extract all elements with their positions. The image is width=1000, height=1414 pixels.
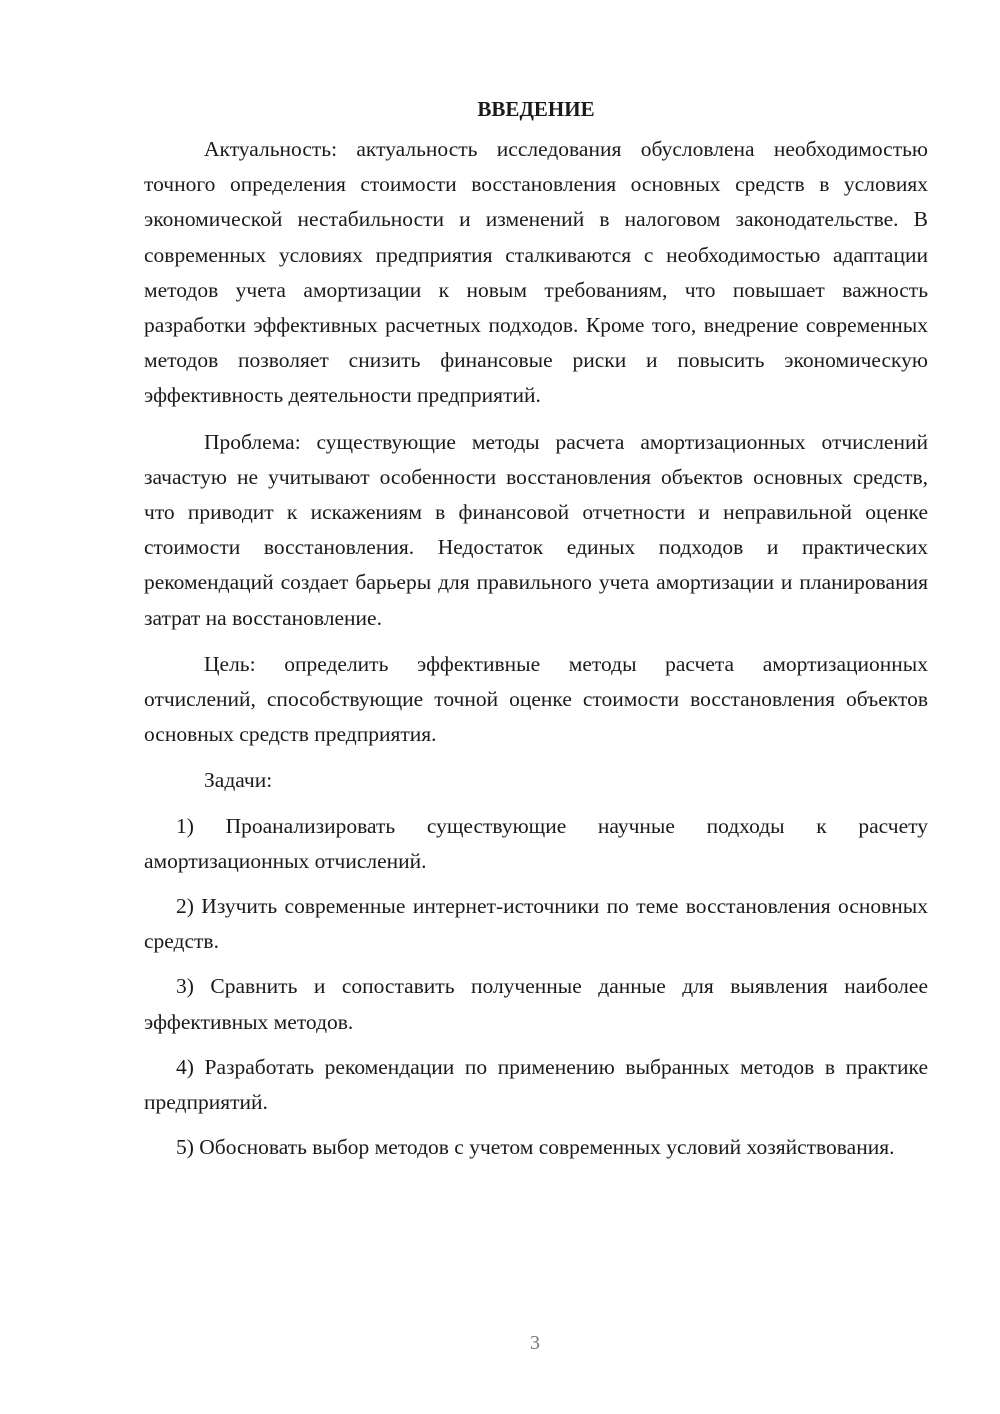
relevance-paragraph: Актуальность: актуальность исследования обусловлена необходимостью точного определения стоимости восстановления основных средств в условиях экономической нестабильности и изменений в налоговом законодательстве. В современных условиях предприятия сталкиваются с необходимостью адаптации методов учета амортизации к новым требованиям, что повышает важность разработки эффективных расчетных подходов. Кроме того, внедрение современных методов позволяет снизить финансовые риски и повысить экономическую эффективность деятельности предприятий. [144,137,928,408]
goal-paragraph: Цель: определить эффективные методы расчета амортизационных отчислений, способствующие точной оценке стоимости восстановления объектов основных средств предприятия. [144,651,928,747]
task-item: 3) Сравнить и сопоставить полученные данные для выявления наиболее эффективных методов. [144,974,928,1034]
page-number: 3 [530,1332,540,1354]
task-item: 2) Изучить современные интернет-источники по теме восстановления основных средств. [144,894,928,954]
task-item: 1) Проанализировать существующие научные подходы к расчету амортизационных отчислений. [144,813,928,873]
task-item: 5) Обосновать выбор методов с учетом современных условий хозяйствования. [176,1135,895,1160]
task-item: 4) Разработать рекомендации по применению выбранных методов в практике предприятий. [144,1054,928,1115]
tasks-label: Задачи: [204,768,273,793]
section-heading: ВВЕДЕНИЕ [477,97,595,121]
page-body [144,92,928,1165]
problem-paragraph: Проблема: существующие методы расчета амортизационных отчислений зачастую не учитывают особенности восстановления объектов основных средств, что приводит к искажениям в финансовой отчетности и неправильной оценке стоимости восстановления. Недостаток единых подходов и практических рекомендаций создает барьеры для правильного учета амортизации и планирования затрат на восстановление. [144,429,928,630]
